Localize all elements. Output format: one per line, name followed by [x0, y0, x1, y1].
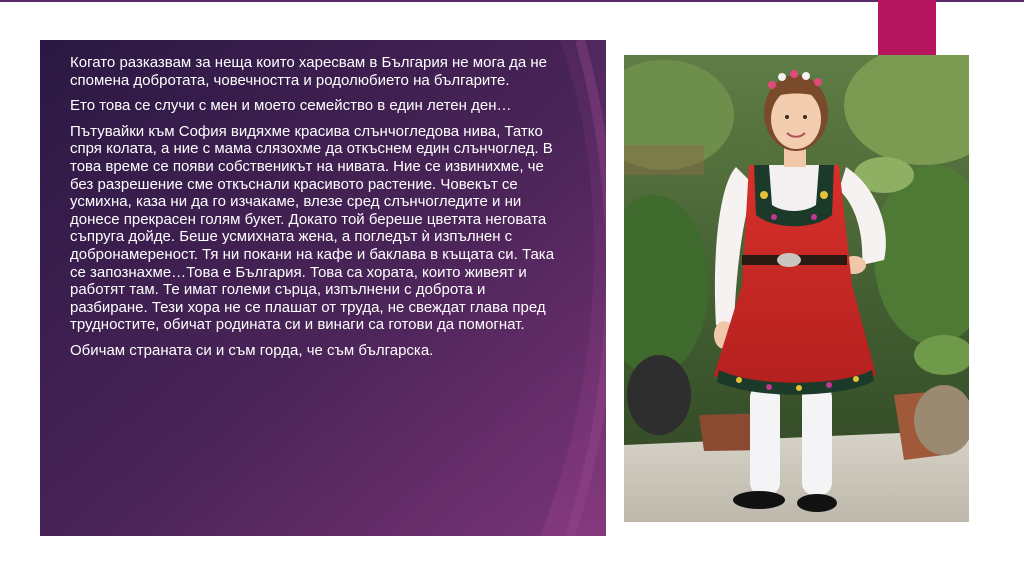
girl-in-folk-costume-photo [624, 55, 969, 522]
story-text [70, 54, 565, 368]
paragraph-summer-day: Ето това се случи с мен и моето семейство в един летен ден… [70, 97, 512, 115]
paragraph-story: Пътувайки към София видяхме красива слънчогледова нива, Татко спря колата, а ние с мама слязохме да откъснем един слънчоглед. В това време се появи собственикът на нивата. Ние се извинихме, че без разрешение сме откъснали красивото растение. Човекът се усмихна, каза ни да го изчакаме, влезе сред слънчогледите и ни донесе прекрасен голям букет. Докато той береше цветята неговата съпруга дойде. Беше усмихната жена, а погледът ѝ изпълнен с добронамереност. Тя ни покани на кафе и баклава в къщата си. Така се запознахме…Това е България. Това са хората, които живеят и работят там. Те имат големи сърца, изпълнени с доброта и разбиране. Тези хора не се плашат от труда, не свеждат глава пред трудностите, обичат родината си и винаги са готови да помогнат. [70, 122, 555, 334]
top-divider [0, 0, 1024, 2]
paragraph-closing: Обичам страната си и съм горда, че съм българска. [70, 341, 434, 359]
text-panel [40, 40, 606, 536]
paragraph-intro: Когато разказвам за неща които харесвам в България не мога да не спомена добротата, човечността и родолюбието на българите. [70, 54, 548, 89]
